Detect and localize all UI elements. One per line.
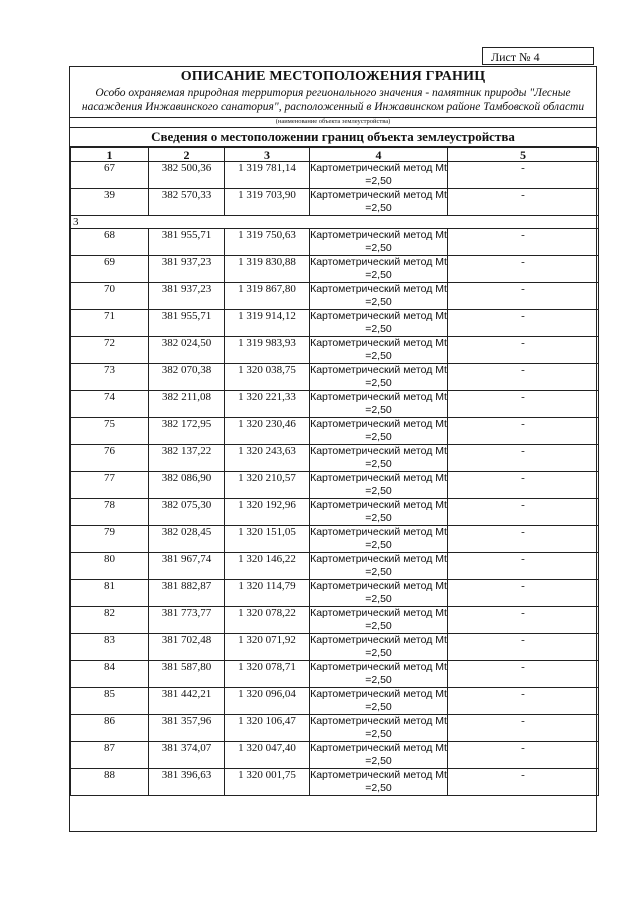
x-coordinate-cell: 382 570,33 (149, 189, 225, 216)
x-coordinate-cell: 382 024,50 (149, 337, 225, 364)
y-coordinate-cell: 1 319 983,93 (225, 337, 310, 364)
document-title: ОПИСАНИЕ МЕСТОПОЛОЖЕНИЯ ГРАНИЦ (180, 69, 486, 84)
point-number-cell: 84 (71, 661, 149, 688)
x-coordinate-cell: 381 702,48 (149, 634, 225, 661)
y-coordinate-cell: 1 320 071,92 (225, 634, 310, 661)
point-number-cell: 71 (71, 310, 149, 337)
group-separator (71, 216, 599, 229)
y-coordinate-cell: 1 319 914,12 (225, 310, 310, 337)
y-coordinate-cell: 1 320 230,46 (225, 418, 310, 445)
table-body-b (71, 229, 599, 796)
table-row (71, 364, 599, 391)
x-coordinate-cell: 382 172,95 (149, 418, 225, 445)
table-row (71, 742, 599, 769)
x-coordinate-cell: 381 955,71 (149, 229, 225, 256)
x-coordinate-cell: 382 500,36 (149, 162, 225, 189)
x-coordinate-cell: 382 137,22 (149, 445, 225, 472)
point-number-cell: 85 (71, 688, 149, 715)
method-cell: Картометрический метод Mt =2,50 (310, 445, 447, 470)
table-row (71, 634, 599, 661)
point-number-cell: 88 (71, 769, 149, 796)
x-coordinate-cell: 381 374,07 (149, 742, 225, 769)
column-header: 2 (149, 148, 225, 162)
method-cell: Картометрический метод Mt =2,50 (310, 499, 447, 524)
column-header: 4 (310, 148, 448, 162)
description-cell: - (448, 418, 599, 445)
point-number-cell: 78 (71, 499, 149, 526)
y-coordinate-cell: 1 319 750,63 (225, 229, 310, 256)
y-coordinate-cell: 1 320 146,22 (225, 553, 310, 580)
y-coordinate-cell: 1 320 047,40 (225, 742, 310, 769)
description-cell: - (448, 742, 599, 769)
point-number-cell: 73 (71, 364, 149, 391)
point-number-cell: 75 (71, 418, 149, 445)
description-cell: - (448, 472, 599, 499)
x-coordinate-cell: 381 773,77 (149, 607, 225, 634)
table-row (71, 553, 599, 580)
method-cell: Картометрический метод Mt =2,50 (310, 283, 447, 308)
y-coordinate-cell: 1 320 096,04 (225, 688, 310, 715)
method-cell: Картометрический метод Mt =2,50 (310, 634, 447, 659)
table-row (71, 283, 599, 310)
column-header: 5 (448, 148, 599, 162)
x-coordinate-cell: 381 882,87 (149, 580, 225, 607)
description-cell: - (448, 634, 599, 661)
method-cell: Картометрический метод Mt =2,50 (310, 742, 447, 767)
point-number-cell: 72 (71, 337, 149, 364)
table-row (71, 445, 599, 472)
table-row (71, 391, 599, 418)
description-cell: - (448, 310, 599, 337)
method-cell: Картометрический метод Mt =2,50 (310, 607, 447, 632)
y-coordinate-cell: 1 320 038,75 (225, 364, 310, 391)
group-label: 3 (71, 216, 599, 229)
y-coordinate-cell: 1 320 192,96 (225, 499, 310, 526)
y-coordinate-cell: 1 319 781,14 (225, 162, 310, 189)
table-row (71, 189, 599, 216)
method-cell: Картометрический метод Mt =2,50 (310, 553, 447, 578)
x-coordinate-cell: 382 211,08 (149, 391, 225, 418)
table-row (71, 688, 599, 715)
point-number-cell: 80 (71, 553, 149, 580)
description-cell: - (448, 256, 599, 283)
table-row (71, 661, 599, 688)
point-number-cell: 86 (71, 715, 149, 742)
x-coordinate-cell: 381 955,71 (149, 310, 225, 337)
description-cell: - (448, 499, 599, 526)
x-coordinate-cell: 382 070,38 (149, 364, 225, 391)
point-number-cell: 81 (71, 580, 149, 607)
column-header: 1 (71, 148, 149, 162)
method-cell: Картометрический метод Mt =2,50 (310, 472, 447, 497)
point-number-cell: 69 (71, 256, 149, 283)
description-cell: - (448, 553, 599, 580)
description-cell: - (448, 162, 599, 189)
point-number-cell: 77 (71, 472, 149, 499)
method-cell: Картометрический метод Mt =2,50 (310, 715, 447, 740)
point-number-cell: 76 (71, 445, 149, 472)
description-cell: - (448, 715, 599, 742)
method-cell: Картометрический метод Mt =2,50 (310, 229, 447, 254)
y-coordinate-cell: 1 319 867,80 (225, 283, 310, 310)
x-coordinate-cell: 381 357,96 (149, 715, 225, 742)
table-row (71, 472, 599, 499)
x-coordinate-cell: 382 028,45 (149, 526, 225, 553)
table-row (71, 310, 599, 337)
description-cell: - (448, 283, 599, 310)
table-row (71, 769, 599, 796)
point-number-cell: 83 (71, 634, 149, 661)
point-number-cell: 39 (71, 189, 149, 216)
description-cell: - (448, 607, 599, 634)
point-number-cell: 68 (71, 229, 149, 256)
x-coordinate-cell: 382 086,90 (149, 472, 225, 499)
description-cell: - (448, 688, 599, 715)
method-cell: Картометрический метод Mt =2,50 (310, 526, 447, 551)
description-cell: - (448, 769, 599, 796)
point-number-cell: 67 (71, 162, 149, 189)
x-coordinate-cell: 381 396,63 (149, 769, 225, 796)
table-body-a (71, 162, 599, 216)
table-row (71, 418, 599, 445)
point-number-cell: 70 (71, 283, 149, 310)
method-cell: Картометрический метод Mt =2,50 (310, 661, 447, 686)
y-coordinate-cell: 1 320 114,79 (225, 580, 310, 607)
table-row (71, 256, 599, 283)
table-row (71, 499, 599, 526)
y-coordinate-cell: 1 319 703,90 (225, 189, 310, 216)
group-row (71, 216, 599, 229)
y-coordinate-cell: 1 319 830,88 (225, 256, 310, 283)
x-coordinate-cell: 381 442,21 (149, 688, 225, 715)
x-coordinate-cell: 381 587,80 (149, 661, 225, 688)
description-cell: - (448, 526, 599, 553)
description-cell: - (448, 445, 599, 472)
method-cell: Картометрический метод Mt =2,50 (310, 688, 447, 713)
x-coordinate-cell: 381 937,23 (149, 256, 225, 283)
table-row (71, 526, 599, 553)
method-cell: Картометрический метод Mt =2,50 (310, 580, 447, 605)
x-coordinate-cell: 381 937,23 (149, 283, 225, 310)
sheet-number: Лист № 4 (482, 47, 594, 65)
method-cell: Картометрический метод Mt =2,50 (310, 189, 447, 214)
y-coordinate-cell: 1 320 078,22 (225, 607, 310, 634)
method-cell: Картометрический метод Mt =2,50 (310, 162, 447, 187)
column-header: 3 (225, 148, 310, 162)
method-cell: Картометрический метод Mt =2,50 (310, 769, 447, 794)
method-cell: Картометрический метод Mt =2,50 (310, 337, 447, 362)
y-coordinate-cell: 1 320 243,63 (225, 445, 310, 472)
y-coordinate-cell: 1 320 221,33 (225, 391, 310, 418)
table-row (71, 607, 599, 634)
y-coordinate-cell: 1 320 151,05 (225, 526, 310, 553)
boundary-table (70, 147, 599, 796)
description-cell: - (448, 661, 599, 688)
description-cell: - (448, 229, 599, 256)
table-row (71, 337, 599, 364)
x-coordinate-cell: 381 967,74 (149, 553, 225, 580)
point-number-cell: 87 (71, 742, 149, 769)
method-cell: Картометрический метод Mt =2,50 (310, 256, 447, 281)
method-cell: Картометрический метод Mt =2,50 (310, 364, 447, 389)
table-header-row (71, 148, 599, 162)
point-number-cell: 79 (71, 526, 149, 553)
description-cell: - (448, 391, 599, 418)
object-description: Особо охраняемая природная территория регионального значения - памятник природы "Лесные насаждения Инжавинского санатория", расположенный в Инжавинском районе Тамбовской области (81, 87, 585, 113)
table-row (71, 580, 599, 607)
description-cell: - (448, 337, 599, 364)
point-number-cell: 82 (71, 607, 149, 634)
document-frame (69, 66, 597, 832)
method-cell: Картометрический метод Mt =2,50 (310, 310, 447, 335)
description-cell: - (448, 580, 599, 607)
point-number-cell: 74 (71, 391, 149, 418)
table-row (71, 229, 599, 256)
y-coordinate-cell: 1 320 078,71 (225, 661, 310, 688)
description-cell: - (448, 364, 599, 391)
description-caption: (наименование объекта землеустройства) (275, 118, 391, 125)
method-cell: Картометрический метод Mt =2,50 (310, 418, 447, 443)
section-title: Сведения о местоположении границ объекта землеустройства (70, 127, 596, 147)
table-row (71, 715, 599, 742)
y-coordinate-cell: 1 320 001,75 (225, 769, 310, 796)
y-coordinate-cell: 1 320 210,57 (225, 472, 310, 499)
method-cell: Картометрический метод Mt =2,50 (310, 391, 447, 416)
table-row (71, 162, 599, 189)
description-cell: - (448, 189, 599, 216)
y-coordinate-cell: 1 320 106,47 (225, 715, 310, 742)
x-coordinate-cell: 382 075,30 (149, 499, 225, 526)
